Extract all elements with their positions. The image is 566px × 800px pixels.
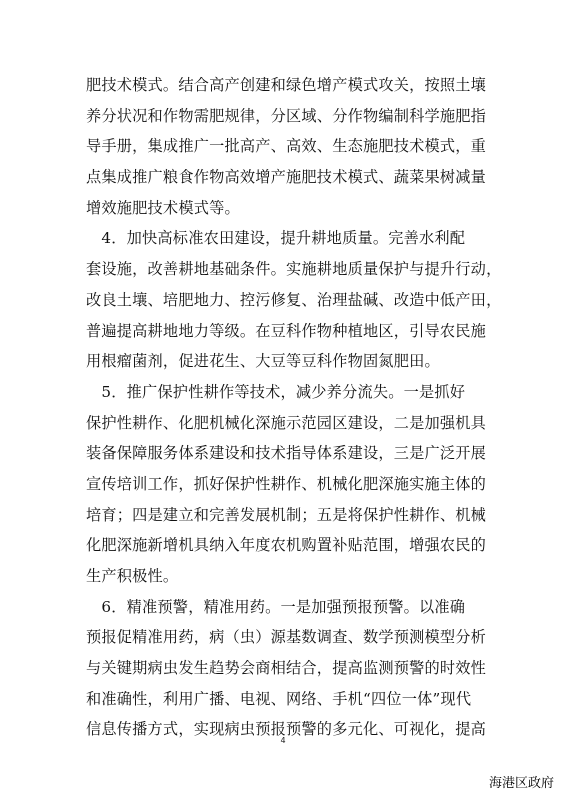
- text-line: 5．推广保护性耕作等技术，减少养分流失。一是抓好: [86, 382, 466, 401]
- text-line: 6．精准预警，精准用药。一是加强预报预警。以准确: [86, 597, 466, 616]
- text-line: 化肥深施新增机具纳入年度农机购置补贴范围，增强农民的: [86, 536, 487, 555]
- text-line: 宣传培训工作，抓好保护性耕作、机械化肥深施实施主体的: [86, 474, 487, 493]
- text-line: 套设施，改善耕地基础条件。实施耕地质量保护与提升行动，: [86, 260, 502, 279]
- text-line: 生产积极性。: [86, 567, 179, 585]
- page-number: 4: [280, 736, 286, 745]
- text-line: 增效施肥技术模式等。: [86, 198, 240, 217]
- text-line: 装备保障服务体系建设和技术指导体系建设，三是广泛开展: [86, 444, 487, 463]
- text-line: 普遍提高耕地地力等级。在豆科作物种植地区，引导农民施: [86, 321, 487, 340]
- text-line: 肥技术模式。结合高产创建和绿色增产模式攻关，按照土壤: [86, 76, 487, 94]
- text-line: 4．加快高标准农田建设，提升耕地质量。完善水利配: [86, 229, 466, 248]
- text-line: 信息传播方式，实现病虫预报预警的多元化、可视化，提高: [86, 720, 487, 739]
- text-line: 与关键期病虫发生趋势会商相结合，提高监测预警的时效性: [86, 659, 487, 678]
- text-line: 养分状况和作物需肥规律，分区域、分作物编制科学施肥指: [86, 106, 487, 125]
- text-line: 用根瘤菌剂，促进花生、大豆等豆科作物固氮肥田。: [86, 352, 440, 371]
- text-line: 点集成推广粮食作物高效增产施肥技术模式、蔬菜果树减量: [86, 168, 487, 187]
- source-watermark: 海港区政府: [488, 776, 554, 791]
- text-line: 导手册，集成推广一批高产、高效、生态施肥技术模式，重: [86, 137, 487, 156]
- text-line: 预报促精准用药，病（虫）源基数调查、数学预测模型分析: [86, 628, 487, 647]
- body-text: [86, 70, 502, 745]
- text-line: 保护性耕作、化肥机械化深施示范园区建设，二是加强机具: [86, 413, 487, 432]
- text-line: 改良土壤、培肥地力、控污修复、治理盐碱、改造中低产田，: [86, 290, 502, 309]
- text-line: 和准确性，利用广播、电视、网络、手机“四位一体”现代: [86, 689, 472, 708]
- text-line: 培育；四是建立和完善发展机制；五是将保护性耕作、机械: [86, 505, 487, 524]
